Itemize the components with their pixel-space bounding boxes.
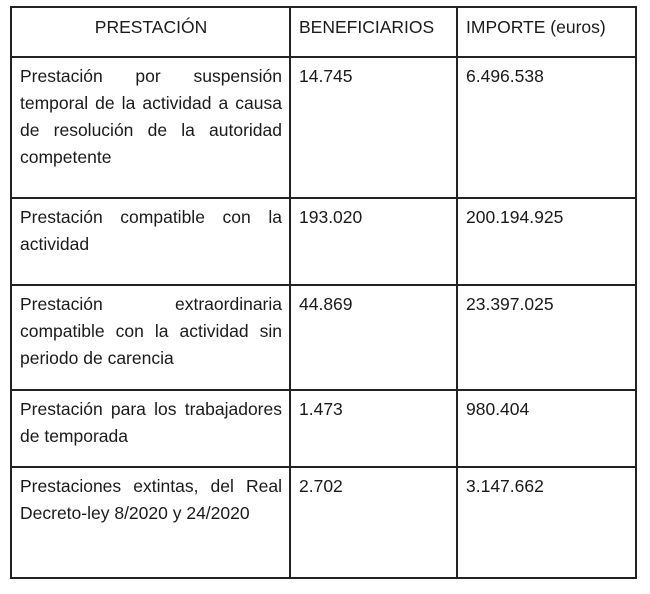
- table-row: [11, 198, 636, 285]
- cell-importe: 200.194.925: [457, 198, 636, 285]
- header-beneficiarios: BENEFICIARIOS: [290, 7, 457, 57]
- cell-importe: 3.147.662: [457, 467, 636, 578]
- header-prestacion: PRESTACIÓN: [11, 7, 290, 57]
- table-row: [11, 467, 636, 578]
- cell-prestacion: Prestaciones extintas, del Real Decreto-ley 8/2020 y 24/2020: [11, 467, 290, 578]
- cell-beneficiarios: 44.869: [290, 285, 457, 390]
- cell-prestacion: Prestación para los trabajadores de temporada: [11, 390, 290, 467]
- table-row: [11, 57, 636, 198]
- table-row: [11, 390, 636, 467]
- cell-prestacion: Prestación por suspensión temporal de la actividad a causa de resolución de la autoridad competente: [11, 57, 290, 198]
- cell-beneficiarios: 2.702: [290, 467, 457, 578]
- cell-beneficiarios: 193.020: [290, 198, 457, 285]
- cell-prestacion: Prestación compatible con la actividad: [11, 198, 290, 285]
- table-header-row: [11, 7, 636, 57]
- cell-importe: 6.496.538: [457, 57, 636, 198]
- header-importe: IMPORTE (euros): [457, 7, 636, 57]
- cell-importe: 23.397.025: [457, 285, 636, 390]
- cell-beneficiarios: 14.745: [290, 57, 457, 198]
- cell-importe: 980.404: [457, 390, 636, 467]
- cell-beneficiarios: 1.473: [290, 390, 457, 467]
- benefits-table: [10, 6, 637, 579]
- table-row: [11, 285, 636, 390]
- cell-prestacion: Prestación extraordinaria compatible con la actividad sin periodo de carencia: [11, 285, 290, 390]
